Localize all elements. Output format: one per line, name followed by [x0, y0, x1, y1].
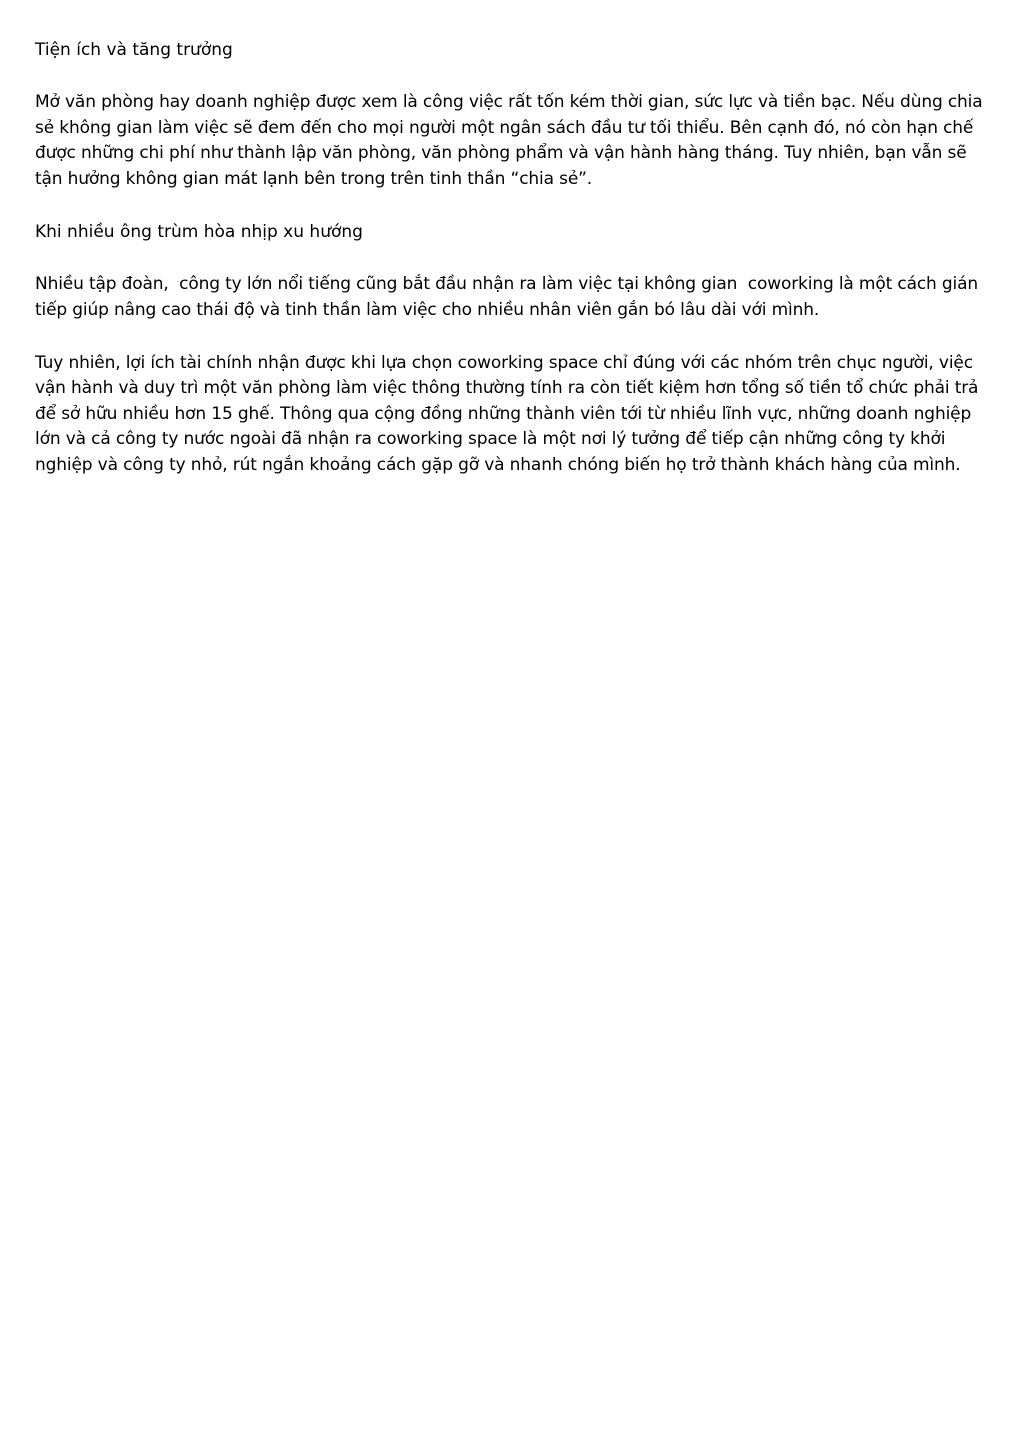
section-heading-trend: Khi nhiều ông trùm hòa nhịp xu hướng: [35, 222, 363, 243]
document-body: [35, 37, 988, 506]
paragraph-financial-benefits: Tuy nhiên, lợi ích tài chính nhận được khi lựa chọn coworking space chỉ đúng với các nhóm trên chục người, việc vận hành và duy trì một văn phòng làm việc thông thường tính ra còn tiết kiệm hơn tổng số tiền tổ chức phải trả để sở hữu nhiều hơn 15 ghế. Thông qua cộng đồng những thành viên tới từ nhiều lĩnh vực, những doanh nghiệp lớn và cả công ty nước ngoài đã nhận ra coworking space là một nơi lý tưởng để tiếp cận những công ty khởi nghiệp và công ty nhỏ, rút ngắn khoảng cách gặp gỡ và nhanh chóng biến họ trở thành khách hàng của mình.: [35, 352, 984, 475]
paragraph-cost-savings: Mở văn phòng hay doanh nghiệp được xem là công việc rất tốn kém thời gian, sức lực và tiền bạc. Nếu dùng chia sẻ không gian làm việc sẽ đem đến cho mọi người một ngân sách đầu tư tối thiểu. Bên cạnh đó, nó còn hạn chế được những chi phí như thành lập văn phòng, văn phòng phẩm và vận hành hàng tháng. Tuy nhiên, bạn vẫn sẽ tận hưởng không gian mát lạnh bên trong trên tinh thần “chia sẻ”.: [35, 92, 988, 189]
paragraph-corporations: Nhiều tập đoàn, công ty lớn nổi tiếng cũng bắt đầu nhận ra làm việc tại không gian coworking là một cách gián tiếp giúp nâng cao thái độ và tinh thần làm việc cho nhiều nhân viên gắn bó lâu dài với mình.: [35, 274, 984, 320]
section-heading-benefits: Tiện ích và tăng trưởng: [35, 40, 233, 60]
